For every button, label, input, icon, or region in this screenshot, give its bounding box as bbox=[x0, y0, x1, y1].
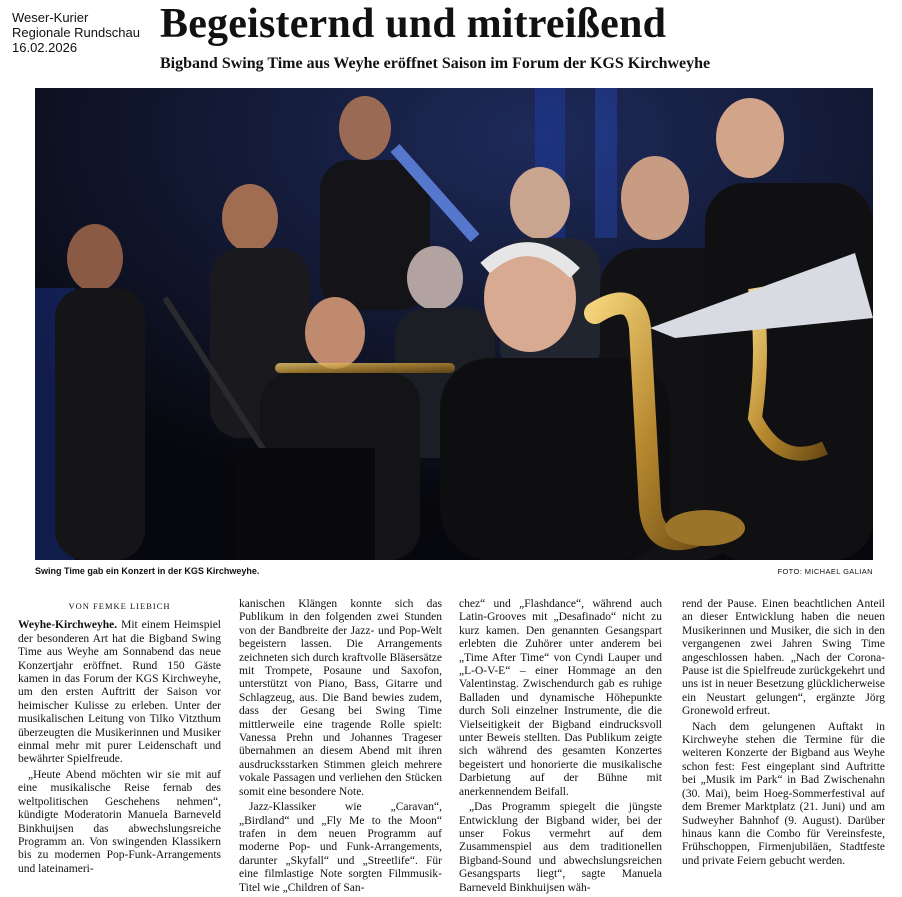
article-paragraph: Jazz-Klassiker wie „Caravan“, „Birdland“ und „Fly Me to the Moon“ trafen in dem neuen Programm auf moderne Pop- und Funk-Arrangements, darunter „Skyfall“ und „Streetlife“. Für eine filmlastige Note sorgten Filmmusik-Titel wie „Children of San- bbox=[239, 801, 442, 894]
article-column-3 bbox=[459, 598, 662, 897]
article-paragraph: kanischen Klängen konnte sich das Publikum in den folgenden zwei Stunden von der Bandbreite der Jazz- und Pop-Welt begeistern lassen. Die Arrangements zeichneten sich durch kraftvolle Bläsersätze mit Trompete, Posaune und Saxofon, unterstützt von Piano, Bass, Gitarre und Schlagzeug, aus. Die Band bewies zudem, dass der Gesang bei Swing Time mittlerweile eine tragende Rolle spielt: Vanessa Prehn und Johannes Trageser übernahmen an diesem Abend mit ihren ausdrucksstarken Stimmen gleich mehrere vokale Passagen und verliehen den Stücken somit eine besondere Note. bbox=[239, 598, 442, 798]
newspaper-edition: Regionale Rundschau bbox=[12, 25, 140, 40]
article-paragraph: chez“ und „Flashdance“, während auch Latin-Grooves mit „Desafinado“ nicht zu kurz kamen. Den genannten Gesangspart erlebten die Zuhörer unter anderem bei „Time After Time“ von Cyndi Lauper und „L-O-V-E“ – einer Hommage an den Valentinstag. Zwischendurch gab es ruhige Balladen und dynamische Höhepunkte durch Soli einzelner Instrumente, die die Vielseitigkeit der Bigband eindrucksvoll unter Beweis stellten. Das Publikum zeigte sich während des gesamten Konzertes begeistert und honorierte die musikalische Darbietung auf der Bühne mit anerkennendem Beifall. bbox=[459, 598, 662, 798]
article-column-4 bbox=[682, 598, 885, 870]
newspaper-name: Weser-Kurier bbox=[12, 10, 89, 25]
article-column-1 bbox=[18, 598, 221, 878]
photo-credit: FOTO: MICHAEL GALIAN bbox=[777, 567, 873, 576]
subheadline: Bigband Swing Time aus Weyhe eröffnet Saison im Forum der KGS Kirchweyhe bbox=[160, 55, 711, 72]
dateline: Weyhe-Kirchweyhe. bbox=[18, 619, 118, 632]
concert-photo bbox=[35, 88, 873, 560]
byline: VON FEMKE LIEBICH bbox=[68, 601, 171, 611]
article-paragraph: „Das Programm spiegelt die jüngste Entwicklung der Bigband wider, bei der unser Fokus vermehrt auf dem Zusammenspiel aus dem traditionellen Bigband-Sound und abwechslungsreichen Gesangsparts liegt“, sagte Manuela Barneveld Binkhuijsen wäh- bbox=[459, 801, 662, 894]
headline: Begeisternd und mitreißend bbox=[160, 1, 667, 47]
article-column-2 bbox=[239, 598, 442, 897]
article-paragraph: „Heute Abend möchten wir sie mit auf eine musikalische Reise fernab des weltpolitischen Geschehens nehmen“, kündigte Moderatorin Manuela Barneveld Binkhuijsen das abwechslungsreiche Programm an. Von swingenden Klassikern bis zu modernen Pop-Funk-Arrangements und lateinameri- bbox=[18, 768, 221, 875]
article-paragraph bbox=[18, 619, 221, 766]
photo-caption: Swing Time gab ein Konzert in der KGS Kirchweyhe. bbox=[35, 566, 260, 576]
publication-date: 16.02.2026 bbox=[12, 40, 78, 55]
paragraph-text: Mit einem Heimspiel der besonderen Art hat die Bigband Swing Time aus Weyhe am Sonnabend das neue Konzertjahr eröffnet. Rund 150 Gäste kamen in das Forum der KGS Kirchweyhe, um den ersten Auftritt der Saison vor heimischer Kulisse zu erleben. Unter der musikalischen Leitung von Tilko Vitzthum überzeugten die Musikerinnen und Musiker einmal mehr mit purer Leidenschaft und bewährter Spielfreude. bbox=[18, 619, 221, 766]
article-paragraph: Nach dem gelungenen Auftakt in Kirchweyhe stehen die Termine für die weiteren Konzerte der Bigband aus Weyhe schon fest: Fest eingeplant sind Auftritte bei „Musik im Park“ in Bad Zwischenahn (30. Mai), beim Hoeg-Sommerfestival auf dem Bremer Marktplatz (21. Juni) und am Sudweyher Bahnhof (9. August). Darüber hinaus kann die Combo für Vereinsfeste, Frühschoppen, Firmenjubiläen, Stadtfeste und private Feiern gebucht werden. bbox=[682, 720, 885, 867]
article-paragraph: rend der Pause. Einen beachtlichen Anteil an dieser Entwicklung haben die neuen Musikerinnen und Musiker, die sich in den vergangenen zwei Jahren Swing Time angeschlossen haben. „Nach der Corona-Pause ist die Spielfreude zurückgekehrt und uns ist in neuer Besetzung glücklicherweise ein Neustart gelungen“, ergänzte Jörg Gronewold erfreut. bbox=[682, 598, 885, 718]
newspaper-source bbox=[12, 10, 140, 55]
bigband-photo-illustration bbox=[35, 88, 873, 560]
